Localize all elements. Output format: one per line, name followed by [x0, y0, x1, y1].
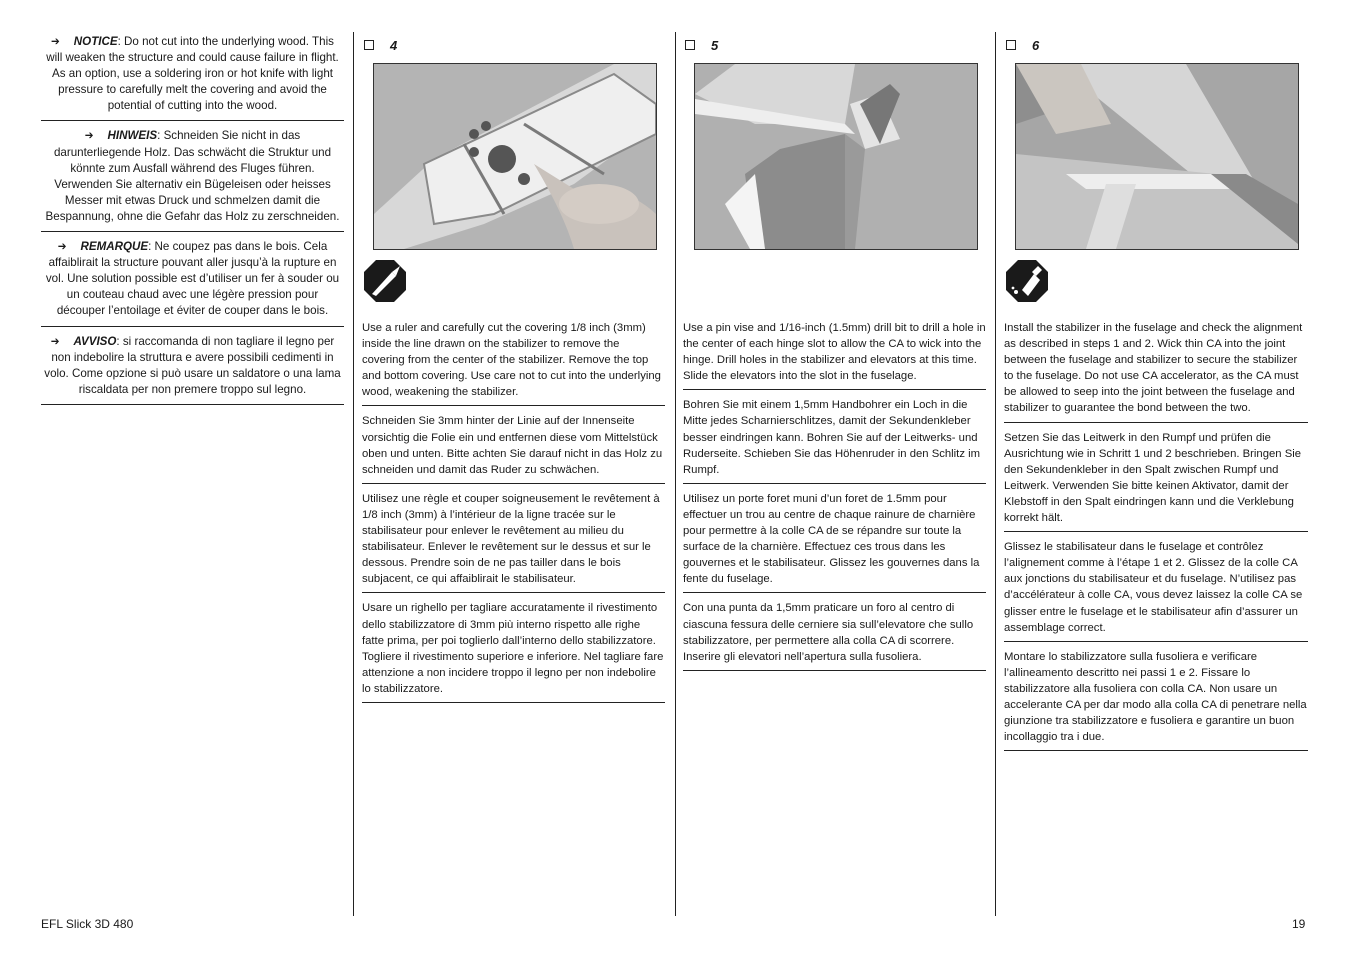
- step-4-text-german: Schneiden Sie 3mm hinter der Linie auf der Innenseite vorsichtig die Folie ein und entfernen diese vom Mittelstück oben und unten. Bitte achten Sie darauf nicht in das Holz zu schneiden und damit das Ruder zu schwächen.: [362, 411, 665, 483]
- step-4-column: [362, 32, 665, 708]
- step-4-icon-area: [362, 250, 665, 318]
- step-4-text-english: Use a ruler and carefully cut the covering 1/8 inch (3mm) inside the line drawn on the stabilizer to remove the covering from the center of the stabilizer. Remove the top and bottom covering. Use care not to cut into the underlying wood, weakening the stabilizer.: [362, 318, 665, 406]
- checkbox-icon[interactable]: [364, 40, 374, 50]
- notice-french: [41, 237, 344, 326]
- step-4-photo: [373, 63, 657, 250]
- step-6-text-french: Glissez le stabilisateur dans le fuselage et contrôlez l’alignement comme à l’étape 1 et 2. Glissez de la colle CA aux jonctions du stabilisateur et du fuselage. N’utilisez pas d’accélérateur à colle CA, vous devez laissez la colle CA se glisser entre le fuselage et le stabilisateur afin d’assurer un assemblage correct.: [1004, 537, 1308, 642]
- step-4-heading: [362, 32, 665, 56]
- step-4-text-italian: Usare un righello per tagliare accuratamente il rivestimento dello stabilizzatore di 3mm più interno rispetto alle righe fatte prima, per poi toglierlo dall’interno dello stabilizzatore. Togliere il rivestimento superiore e inferiore. Nel tagliare fare attenzione a non incidere troppo il legno per non indebolire lo stabilizzatore.: [362, 598, 665, 703]
- step-6-photo: [1015, 63, 1299, 250]
- notice-label: AVVISO: [73, 334, 117, 348]
- arrow-right-icon: ➔: [57, 240, 67, 254]
- step-number: 6: [1032, 37, 1040, 53]
- step-number: 4: [390, 37, 398, 53]
- step-5-heading: [683, 32, 986, 56]
- arrow-right-icon: ➔: [84, 129, 94, 143]
- column-divider: [995, 32, 996, 916]
- column-divider: [675, 32, 676, 916]
- ca-glue-bottle-icon: [1004, 258, 1050, 304]
- step-6-column: [1004, 32, 1308, 756]
- step-6-text-italian: Montare lo stabilizzatore sulla fusoliera e verificare l’allineamento descritto nei passi 1 e 2. Fissare lo stabilizzatore alla fusoliera con colla CA. Non usare un accelerante CA per dar modo alla colla CA di penetrare nella giunzione tra stabilizzatore e fusoliera e garantire un buon incollaggio tra i due.: [1004, 647, 1308, 752]
- step-5-text-french: Utilisez un porte foret muni d’un foret de 1.5mm pour effectuer un trou au centre de chaque rainure de charnière pour permettre à la colle CA de se répandre sur toute la surface de la charnière. Effectuez ces trous dans les gouvernes et le stabilisateur. Glissez les gouvernes dans la fente du fuselage.: [683, 489, 986, 594]
- notice-column: [41, 32, 344, 410]
- step-5-photo: [694, 63, 978, 250]
- notice-text: : Schneiden Sie nicht in das darunterliegende Holz. Das schwächt die Struktur und könnte zum Ausfall während des Fluges führen. Verwenden Sie alternativ ein Bügeleisen oder heisses Messer mit etwas Druck und schmelzen damit die Bespannung, ohne die Gefahr das Holz zu zerschneiden.: [45, 129, 340, 223]
- notice-text: : Do not cut into the underlying wood. This will weaken the structure and could cause failure in flight. As an option, use a soldering iron or hot knife with light pressure to carefully melt the covering and avoid the potential of cutting into the wood.: [46, 35, 339, 113]
- hobby-knife-icon: [362, 258, 408, 304]
- step-6-text-german: Setzen Sie das Leitwerk in den Rumpf und prüfen die Ausrichtung wie in Schritt 1 und 2 beschrieben. Bringen Sie den Sekundenkleber in den Spalt zwischen Rumpf und Leitwerk. Verwenden Sie bitte keinen Aktivator, damit der Klebstoff in den Spalt eindringen kann und die Verklebung korrekt hält.: [1004, 428, 1308, 533]
- notice-text: : si raccomanda di non tagliare il legno per non indebolire la struttura e avere possibili cedimenti in volo. Come opzione si può usare un saldatore o una lama riscaldata per non premere troppo sul legno.: [44, 334, 341, 396]
- notice-text: : Ne coupez pas dans le bois. Cela affaiblirait la structure pouvant aller jusqu’à la rupture en vol. Une solution possible est d’utiliser un fer à souder ou un couteau chaud avec une légère pression pour découper l’entoilage et éviter de couper dans le bois.: [45, 240, 340, 318]
- checkbox-icon[interactable]: [685, 40, 695, 50]
- step-number: 5: [711, 37, 719, 53]
- step-6-icon-area: [1004, 250, 1308, 318]
- notice-label: REMARQUE: [80, 240, 149, 254]
- step-6-heading: [1004, 32, 1308, 56]
- notice-label: HINWEIS: [107, 129, 158, 143]
- step-5-icon-area: [683, 250, 986, 318]
- step-4-text-french: Utilisez une règle et couper soigneusement le revêtement à 1/8 inch (3mm) à l’intérieur de la ligne tracée sur le stabilisateur pour enlever le revêtement au milieu du stabilisateur. Enlever le revêtement sur le dessus et sur le dessous. Prendre soin de ne pas tailler dans le bois subjacent, ce qui affaiblirait le stabilisateur.: [362, 489, 665, 594]
- notice-german: [41, 126, 344, 232]
- step-5-text-german: Bohren Sie mit einem 1,5mm Handbohrer ein Loch in die Mitte jedes Scharnierschlitzes, damit der Sekundenkleber besser eindringen kann. Bohren Sie auf der Leitwerks- und Ruderseite. Schieben Sie das Höhenruder in den Schlitz im Rumpf.: [683, 395, 986, 483]
- notice-english: [41, 32, 344, 121]
- footer-product-name: EFL Slick 3D 480: [41, 917, 134, 931]
- step-5-column: [683, 32, 986, 676]
- step-6-text-english: Install the stabilizer in the fuselage and check the alignment as described in steps 1 and 2. Wick thin CA into the joint between the fuselage and stabilizer to secure the stabilizer to the fuselage. Do not use CA accelerator, as the CA must be allowed to seep into the joint between the fuselage and stabilizer to guarantee the bond between the two.: [1004, 318, 1308, 423]
- step-5-text-italian: Con una punta da 1,5mm praticare un foro al centro di ciascuna fessura delle cerniere sia sull’elevatore che sullo stabilizzatore, per permettere alla colla CA di scorrere. Inserire gli elevatori nell’apertura sulla fusoliera.: [683, 598, 986, 670]
- checkbox-icon[interactable]: [1006, 40, 1016, 50]
- arrow-right-icon: ➔: [50, 334, 60, 348]
- notice-label: NOTICE: [73, 35, 118, 48]
- arrow-right-icon: ➔: [51, 35, 60, 48]
- page-number: 19: [1292, 917, 1306, 931]
- step-5-text-english: Use a pin vise and 1/16-inch (1.5mm) drill bit to drill a hole in the center of each hinge slot to allow the CA to wick into the hinge. Drill holes in the stabilizer and elevators at this time. Slide the elevators into the slot in the fuselage.: [683, 318, 986, 390]
- notice-italian: [41, 332, 344, 405]
- column-divider: [353, 32, 354, 916]
